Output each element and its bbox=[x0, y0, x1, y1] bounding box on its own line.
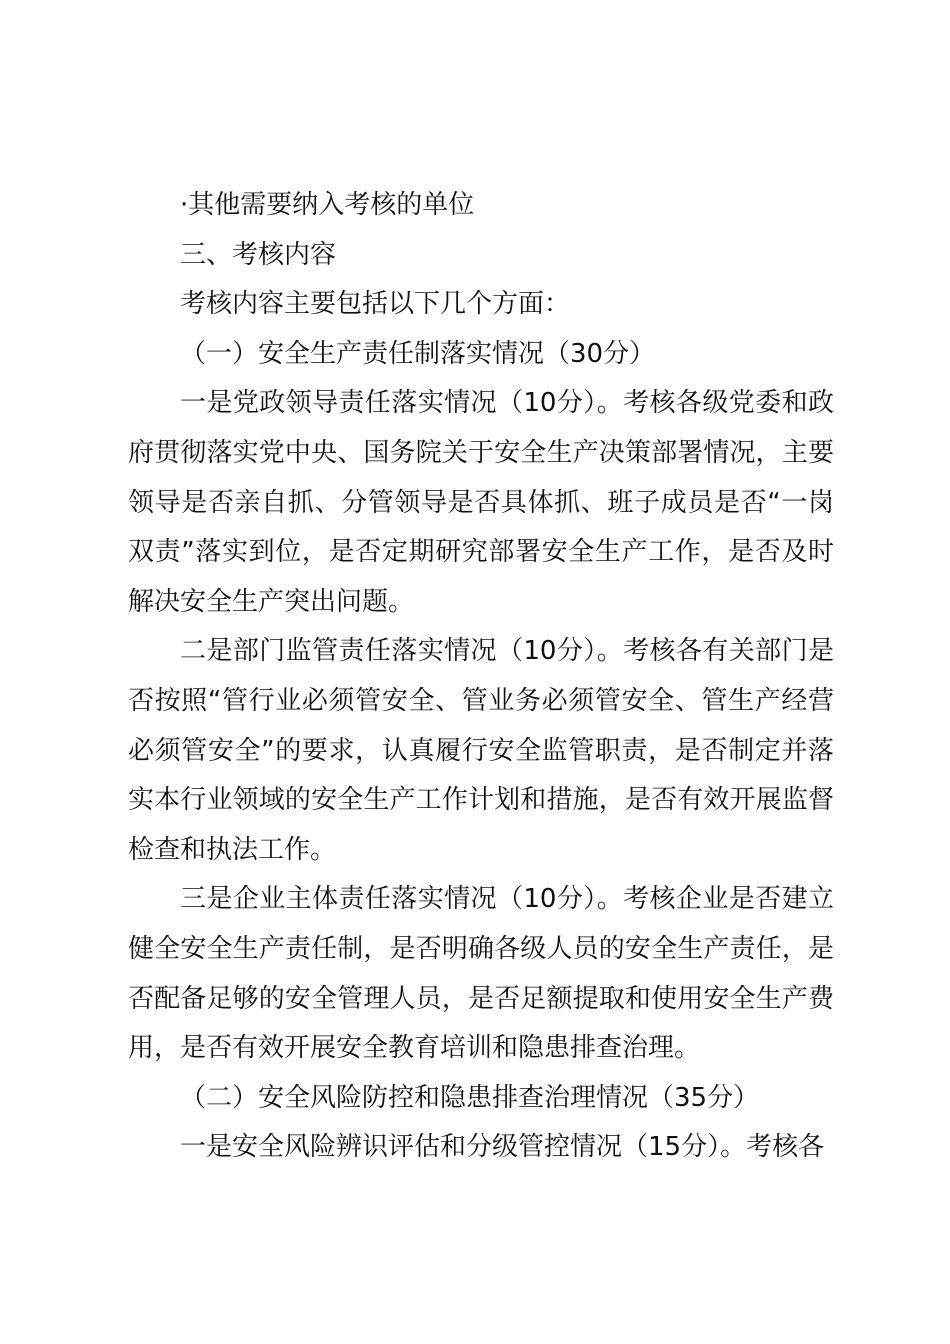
paragraph-risk-identification: 一是安全风险辨识评估和分级管控情况（15分）。考核各 bbox=[180, 1132, 825, 1163]
paragraph-other-units: ·其他需要纳入考核的单位 bbox=[180, 190, 475, 220]
subheading-risk-control: （二）安全风险防控和隐患排查治理情况（35分） bbox=[180, 1082, 760, 1113]
subheading-responsibility: （一）安全生产责任制落实情况（30分） bbox=[180, 338, 656, 369]
section-heading-assessment-content: 三、考核内容 bbox=[180, 239, 337, 270]
paragraph-party-leadership: 一是党政领导责任落实情况（10分）。考核各级党委和政府贯彻落实党中央、国务院关于安全生产决策部署情况，主要领导是否亲自抓、分管领导是否具体抓、班子成员是否“一岗双责”落实到位，是否定期研究部署安全生产工作，是否及时解决安全生产突出问题。 bbox=[128, 388, 834, 617]
paragraph-department-supervision: 二是部门监管责任落实情况（10分）。考核各有关部门是否按照“管行业必须管安全、管业务必须管安全、管生产经营必须管安全”的要求，认真履行安全监管职责，是否制定并落实本行业领域的安全生产工作计划和措施，是否有效开展监督检查和执法工作。 bbox=[128, 636, 834, 865]
paragraph-intro: 考核内容主要包括以下几个方面： bbox=[180, 289, 571, 320]
document-body bbox=[128, 181, 834, 1173]
paragraph-enterprise-responsibility: 三是企业主体责任落实情况（10分）。考核企业是否建立健全安全生产责任制，是否明确各级人员的安全生产责任，是否配备足够的安全管理人员，是否足额提取和使用安全生产费用，是否有效开展安全教育培训和隐患排查治理。 bbox=[128, 884, 834, 1064]
